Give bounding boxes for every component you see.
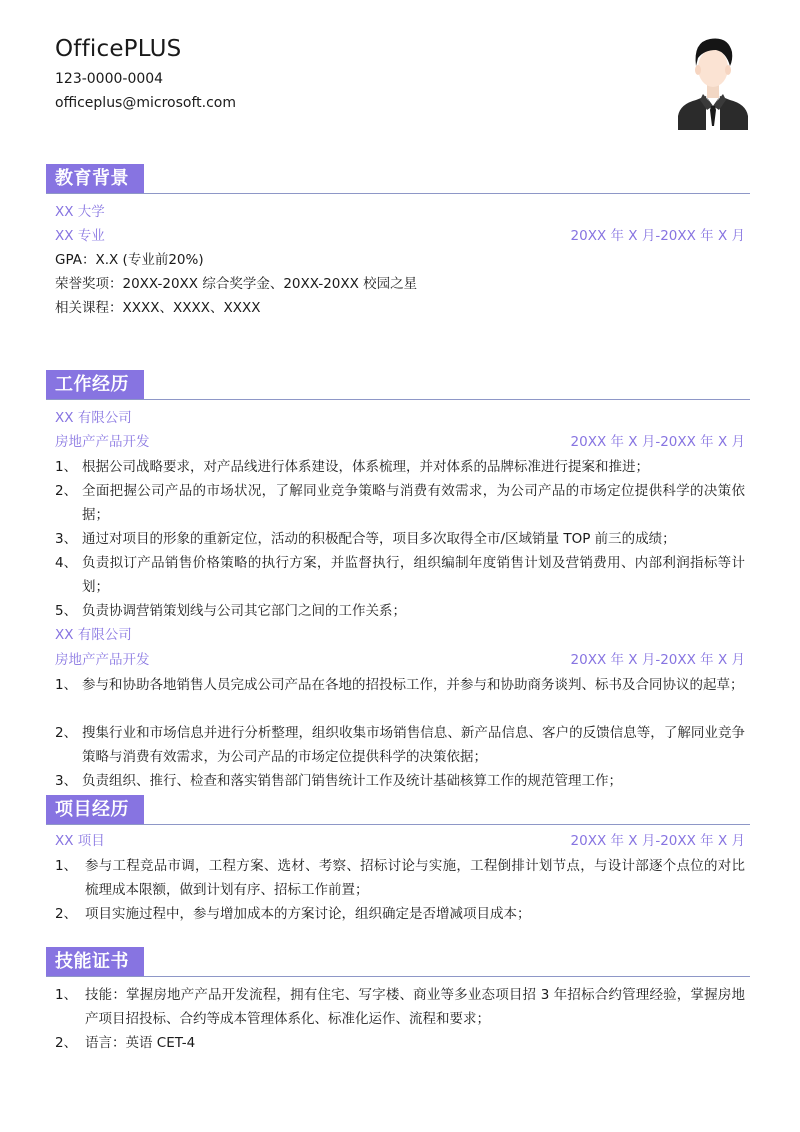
job-company-row (55, 406, 745, 430)
list-item (55, 479, 745, 527)
section-project (46, 795, 750, 827)
job-role-row (55, 430, 745, 454)
section-divider (46, 193, 750, 194)
list-item (55, 769, 745, 793)
list-item (55, 902, 745, 926)
section-skills (46, 947, 750, 979)
list-item-number: 3、 (55, 773, 78, 789)
section-divider (46, 824, 750, 825)
list-item-text: 负责协调营销策划线与公司其它部门之间的工作关系； (82, 603, 406, 619)
section-title: 教育背景 (46, 164, 144, 194)
list-item (55, 983, 745, 1031)
job-company: XX 有限公司 (55, 627, 132, 643)
list-item-text: 技能：掌握房地产产品开发流程，拥有住宅、写字楼、商业等多业态项目招 3 年招标合约管理经验，掌握房地产项目招投标、合约等成本管理体系化、标准化运作、流程和要求； (85, 987, 745, 1027)
edu-school-row (55, 200, 745, 224)
list-item-number: 1、 (55, 858, 78, 874)
list-item-number: 1、 (55, 459, 78, 475)
list-item-number: 2、 (55, 1035, 78, 1051)
section-title: 工作经历 (46, 370, 144, 400)
list-item-text: 负责组织、推行、检查和落实销售部门销售统计工作及统计基础核算工作的规范管理工作； (82, 773, 622, 789)
job-period: 20XX 年 X 月-20XX 年 X 月 (570, 434, 745, 450)
edu-courses: 相关课程：XXXX、XXXX、XXXX (55, 300, 261, 316)
edu-period: 20XX 年 X 月-20XX 年 X 月 (570, 228, 745, 244)
section-title: 项目经历 (46, 795, 144, 825)
list-item-number: 2、 (55, 906, 78, 922)
list-item-text: 参与和协助各地销售人员完成公司产品在各地的招投标工作，并参与和协助商务谈判、标书及合同协议的起草； (82, 677, 744, 693)
phone-number: 123-0000-0004 (55, 71, 164, 87)
section-divider (46, 976, 750, 977)
list-item (55, 1031, 745, 1055)
list-item-number: 1、 (55, 987, 78, 1003)
edu-school: XX 大学 (55, 204, 105, 220)
list-item-text: 项目实施过程中，参与增加成本的方案讨论，组织确定是否增减项目成本； (85, 906, 531, 922)
edu-major: XX 专业 (55, 228, 105, 244)
edu-gpa: GPA：X.X (专业前20%) (55, 252, 204, 268)
project-row (55, 829, 745, 853)
section-work (46, 370, 750, 402)
list-item-number: 4、 (55, 555, 78, 571)
section-title: 技能证书 (46, 947, 144, 977)
job-role: 房地产产品开发 (55, 652, 150, 668)
list-item (55, 673, 745, 697)
project-name: XX 项目 (55, 833, 105, 849)
list-item (55, 721, 745, 769)
section-education (46, 164, 750, 196)
edu-major-row (55, 224, 745, 248)
list-item-text: 全面把握公司产品的市场状况，了解同业竞争策略与消费有效需求，为公司产品的市场定位提供科学的决策依据； (82, 483, 745, 523)
project-period: 20XX 年 X 月-20XX 年 X 月 (570, 833, 745, 849)
job-role-row (55, 648, 745, 672)
email-address: officeplus@microsoft.com (55, 95, 236, 111)
job-company: XX 有限公司 (55, 410, 132, 426)
list-item (55, 854, 745, 902)
list-item (55, 527, 745, 551)
list-item-number: 1、 (55, 677, 78, 693)
resume-name: OfficePLUS (55, 36, 182, 62)
job-period: 20XX 年 X 月-20XX 年 X 月 (570, 652, 745, 668)
avatar (676, 30, 750, 130)
list-item-text: 根据公司战略要求，对产品线进行体系建设，体系梳理，并对体系的品牌标准进行提案和推进； (82, 459, 649, 475)
section-divider (46, 399, 750, 400)
list-item-text: 参与工程竞品市调，工程方案、选材、考察、招标讨论与实施，工程倒排计划节点，与设计部逐个点位的对比梳理成本限额，做到计划有序、招标工作前置； (85, 858, 745, 898)
list-item-text: 语言：英语 CET-4 (85, 1035, 196, 1051)
list-item-text: 通过对项目的形象的重新定位，活动的积极配合等，项目多次取得全市/区域销量 TOP 前三的成绩； (82, 531, 676, 547)
list-item (55, 455, 745, 479)
list-item-text: 负责拟订产品销售价格策略的执行方案，并监督执行，组织编制年度销售计划及营销费用、内部利润指标等计划； (82, 555, 745, 595)
list-item-number: 2、 (55, 725, 78, 741)
edu-honors: 荣誉奖项：20XX-20XX 综合奖学金、20XX-20XX 校园之星 (55, 276, 418, 292)
job-company-row (55, 623, 745, 647)
list-item-number: 3、 (55, 531, 78, 547)
list-item-number: 5、 (55, 603, 78, 619)
job-role: 房地产产品开发 (55, 434, 150, 450)
list-item-number: 2、 (55, 483, 78, 499)
list-item-text: 搜集行业和市场信息并进行分析整理，组织收集市场销售信息、新产品信息、客户的反馈信息等，了解同业竞争策略与消费有效需求，为公司产品的市场定位提供科学的决策依据； (82, 725, 745, 765)
list-item (55, 599, 745, 623)
list-item (55, 551, 745, 599)
